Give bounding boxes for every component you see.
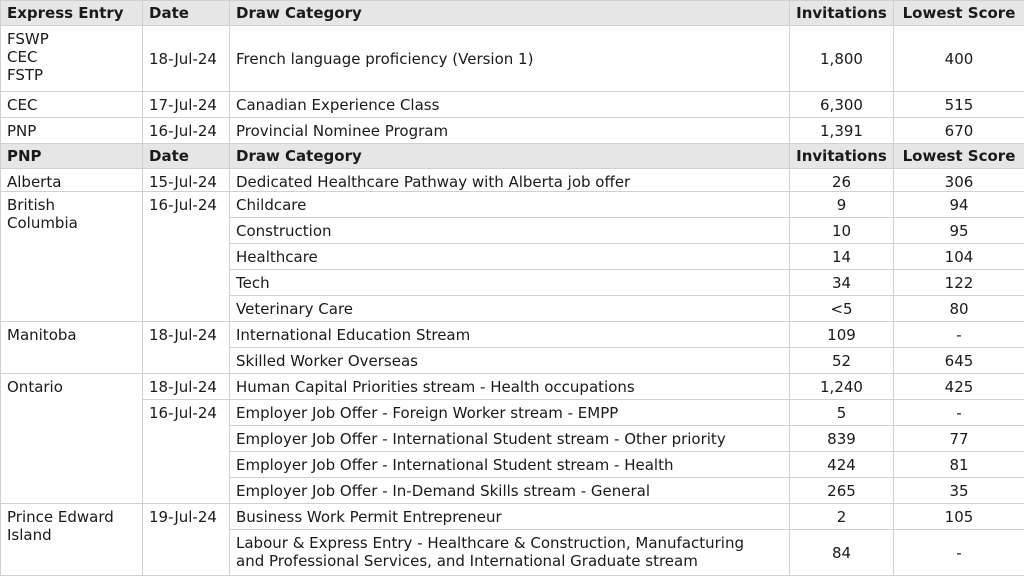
category-cell: Employer Job Offer - International Student stream - Other priority — [230, 426, 790, 452]
header-date: Date — [143, 1, 230, 26]
invitations-cell: 34 — [790, 270, 894, 296]
table-row — [1, 504, 1024, 530]
category-cell: Healthcare — [230, 244, 790, 270]
province-line: Columbia — [7, 214, 78, 232]
invitations-cell: 1,240 — [790, 374, 894, 400]
pnp-header-row — [1, 144, 1024, 169]
province-line: Prince Edward — [7, 508, 114, 526]
lowest-score-cell: 35 — [894, 478, 1024, 504]
invitations-cell: <5 — [790, 296, 894, 322]
invitations-cell: 6,300 — [790, 92, 894, 118]
lowest-score-cell: 400 — [894, 26, 1024, 92]
category-cell: Tech — [230, 270, 790, 296]
header-invitations: Invitations — [790, 1, 894, 26]
category-cell: Employer Job Offer - International Student stream - Health — [230, 452, 790, 478]
program-cell — [1, 26, 143, 92]
category-cell: Dedicated Healthcare Pathway with Alberta job offer — [230, 169, 790, 192]
header-lowest-score: Lowest Score — [894, 1, 1024, 26]
category-cell: Construction — [230, 218, 790, 244]
invitations-cell: 1,800 — [790, 26, 894, 92]
province-cell — [1, 374, 143, 504]
invitations-cell: 14 — [790, 244, 894, 270]
category-cell: Skilled Worker Overseas — [230, 348, 790, 374]
invitations-cell: 2 — [790, 504, 894, 530]
category-cell: French language proficiency (Version 1) — [230, 26, 790, 92]
category-line: Labour & Express Entry - Healthcare & Construction, Manufacturing — [236, 534, 745, 552]
invitations-cell: 84 — [790, 530, 894, 576]
table-row — [1, 26, 1024, 92]
category-cell: Childcare — [230, 192, 790, 218]
lowest-score-cell: 425 — [894, 374, 1024, 400]
date-cell: 15-Jul-24 — [143, 169, 230, 192]
program-cell: CEC — [1, 92, 143, 118]
invitations-cell: 26 — [790, 169, 894, 192]
category-cell: Veterinary Care — [230, 296, 790, 322]
category-cell: Employer Job Offer - Foreign Worker stream - EMPP — [230, 400, 790, 426]
date-cell: 18-Jul-24 — [143, 26, 230, 92]
invitations-cell: 109 — [790, 322, 894, 348]
invitations-cell: 1,391 — [790, 118, 894, 144]
table-row — [1, 192, 1024, 218]
lowest-score-cell: 81 — [894, 452, 1024, 478]
header-lowest-score: Lowest Score — [894, 144, 1024, 169]
table-row — [1, 374, 1024, 400]
invitations-cell: 10 — [790, 218, 894, 244]
header-category: Draw Category — [230, 144, 790, 169]
date-cell: 19-Jul-24 — [143, 504, 230, 576]
lowest-score-cell: 670 — [894, 118, 1024, 144]
program-line: CEC — [7, 48, 38, 66]
table-row — [1, 169, 1024, 192]
province-line: British — [7, 196, 55, 214]
province-line: Manitoba — [7, 326, 77, 344]
lowest-score-cell: 306 — [894, 169, 1024, 192]
date-cell: 18-Jul-24 — [143, 374, 230, 400]
province-cell — [1, 192, 143, 322]
province-cell — [1, 504, 143, 576]
date-cell: 18-Jul-24 — [143, 322, 230, 374]
program-line: FSWP — [7, 30, 49, 48]
province-line: Ontario — [7, 378, 63, 396]
lowest-score-cell: 94 — [894, 192, 1024, 218]
express-entry-header-row — [1, 1, 1024, 26]
lowest-score-cell: 105 — [894, 504, 1024, 530]
category-cell: Provincial Nominee Program — [230, 118, 790, 144]
table-row — [1, 322, 1024, 348]
header-invitations: Invitations — [790, 144, 894, 169]
date-cell: 17-Jul-24 — [143, 92, 230, 118]
category-cell: Canadian Experience Class — [230, 92, 790, 118]
lowest-score-cell: 515 — [894, 92, 1024, 118]
category-cell: International Education Stream — [230, 322, 790, 348]
lowest-score-cell: - — [894, 400, 1024, 426]
lowest-score-cell: 645 — [894, 348, 1024, 374]
date-cell: 16-Jul-24 — [143, 400, 230, 504]
invitations-cell: 839 — [790, 426, 894, 452]
lowest-score-cell: 77 — [894, 426, 1024, 452]
table-row — [1, 118, 1024, 144]
invitations-cell: 265 — [790, 478, 894, 504]
lowest-score-cell: 122 — [894, 270, 1024, 296]
province-line: Island — [7, 526, 52, 544]
category-line: and Professional Services, and International Graduate stream — [236, 552, 698, 570]
program-line: FSTP — [7, 66, 44, 84]
lowest-score-cell: - — [894, 530, 1024, 576]
date-cell: 16-Jul-24 — [143, 192, 230, 322]
lowest-score-cell: 104 — [894, 244, 1024, 270]
lowest-score-cell: - — [894, 322, 1024, 348]
province-cell — [1, 169, 143, 192]
lowest-score-cell: 80 — [894, 296, 1024, 322]
invitations-cell: 424 — [790, 452, 894, 478]
table-row — [1, 400, 1024, 426]
category-cell — [230, 530, 790, 576]
invitations-cell: 5 — [790, 400, 894, 426]
category-cell: Employer Job Offer - In-Demand Skills stream - General — [230, 478, 790, 504]
province-cell — [1, 322, 143, 374]
header-program: PNP — [1, 144, 143, 169]
date-cell: 16-Jul-24 — [143, 118, 230, 144]
header-program: Express Entry — [1, 1, 143, 26]
program-cell: PNP — [1, 118, 143, 144]
category-cell: Business Work Permit Entrepreneur — [230, 504, 790, 530]
category-cell: Human Capital Priorities stream - Health occupations — [230, 374, 790, 400]
header-category: Draw Category — [230, 1, 790, 26]
header-date: Date — [143, 144, 230, 169]
table-row — [1, 92, 1024, 118]
lowest-score-cell: 95 — [894, 218, 1024, 244]
invitations-cell: 9 — [790, 192, 894, 218]
province-line: Alberta — [7, 173, 62, 191]
invitations-cell: 52 — [790, 348, 894, 374]
